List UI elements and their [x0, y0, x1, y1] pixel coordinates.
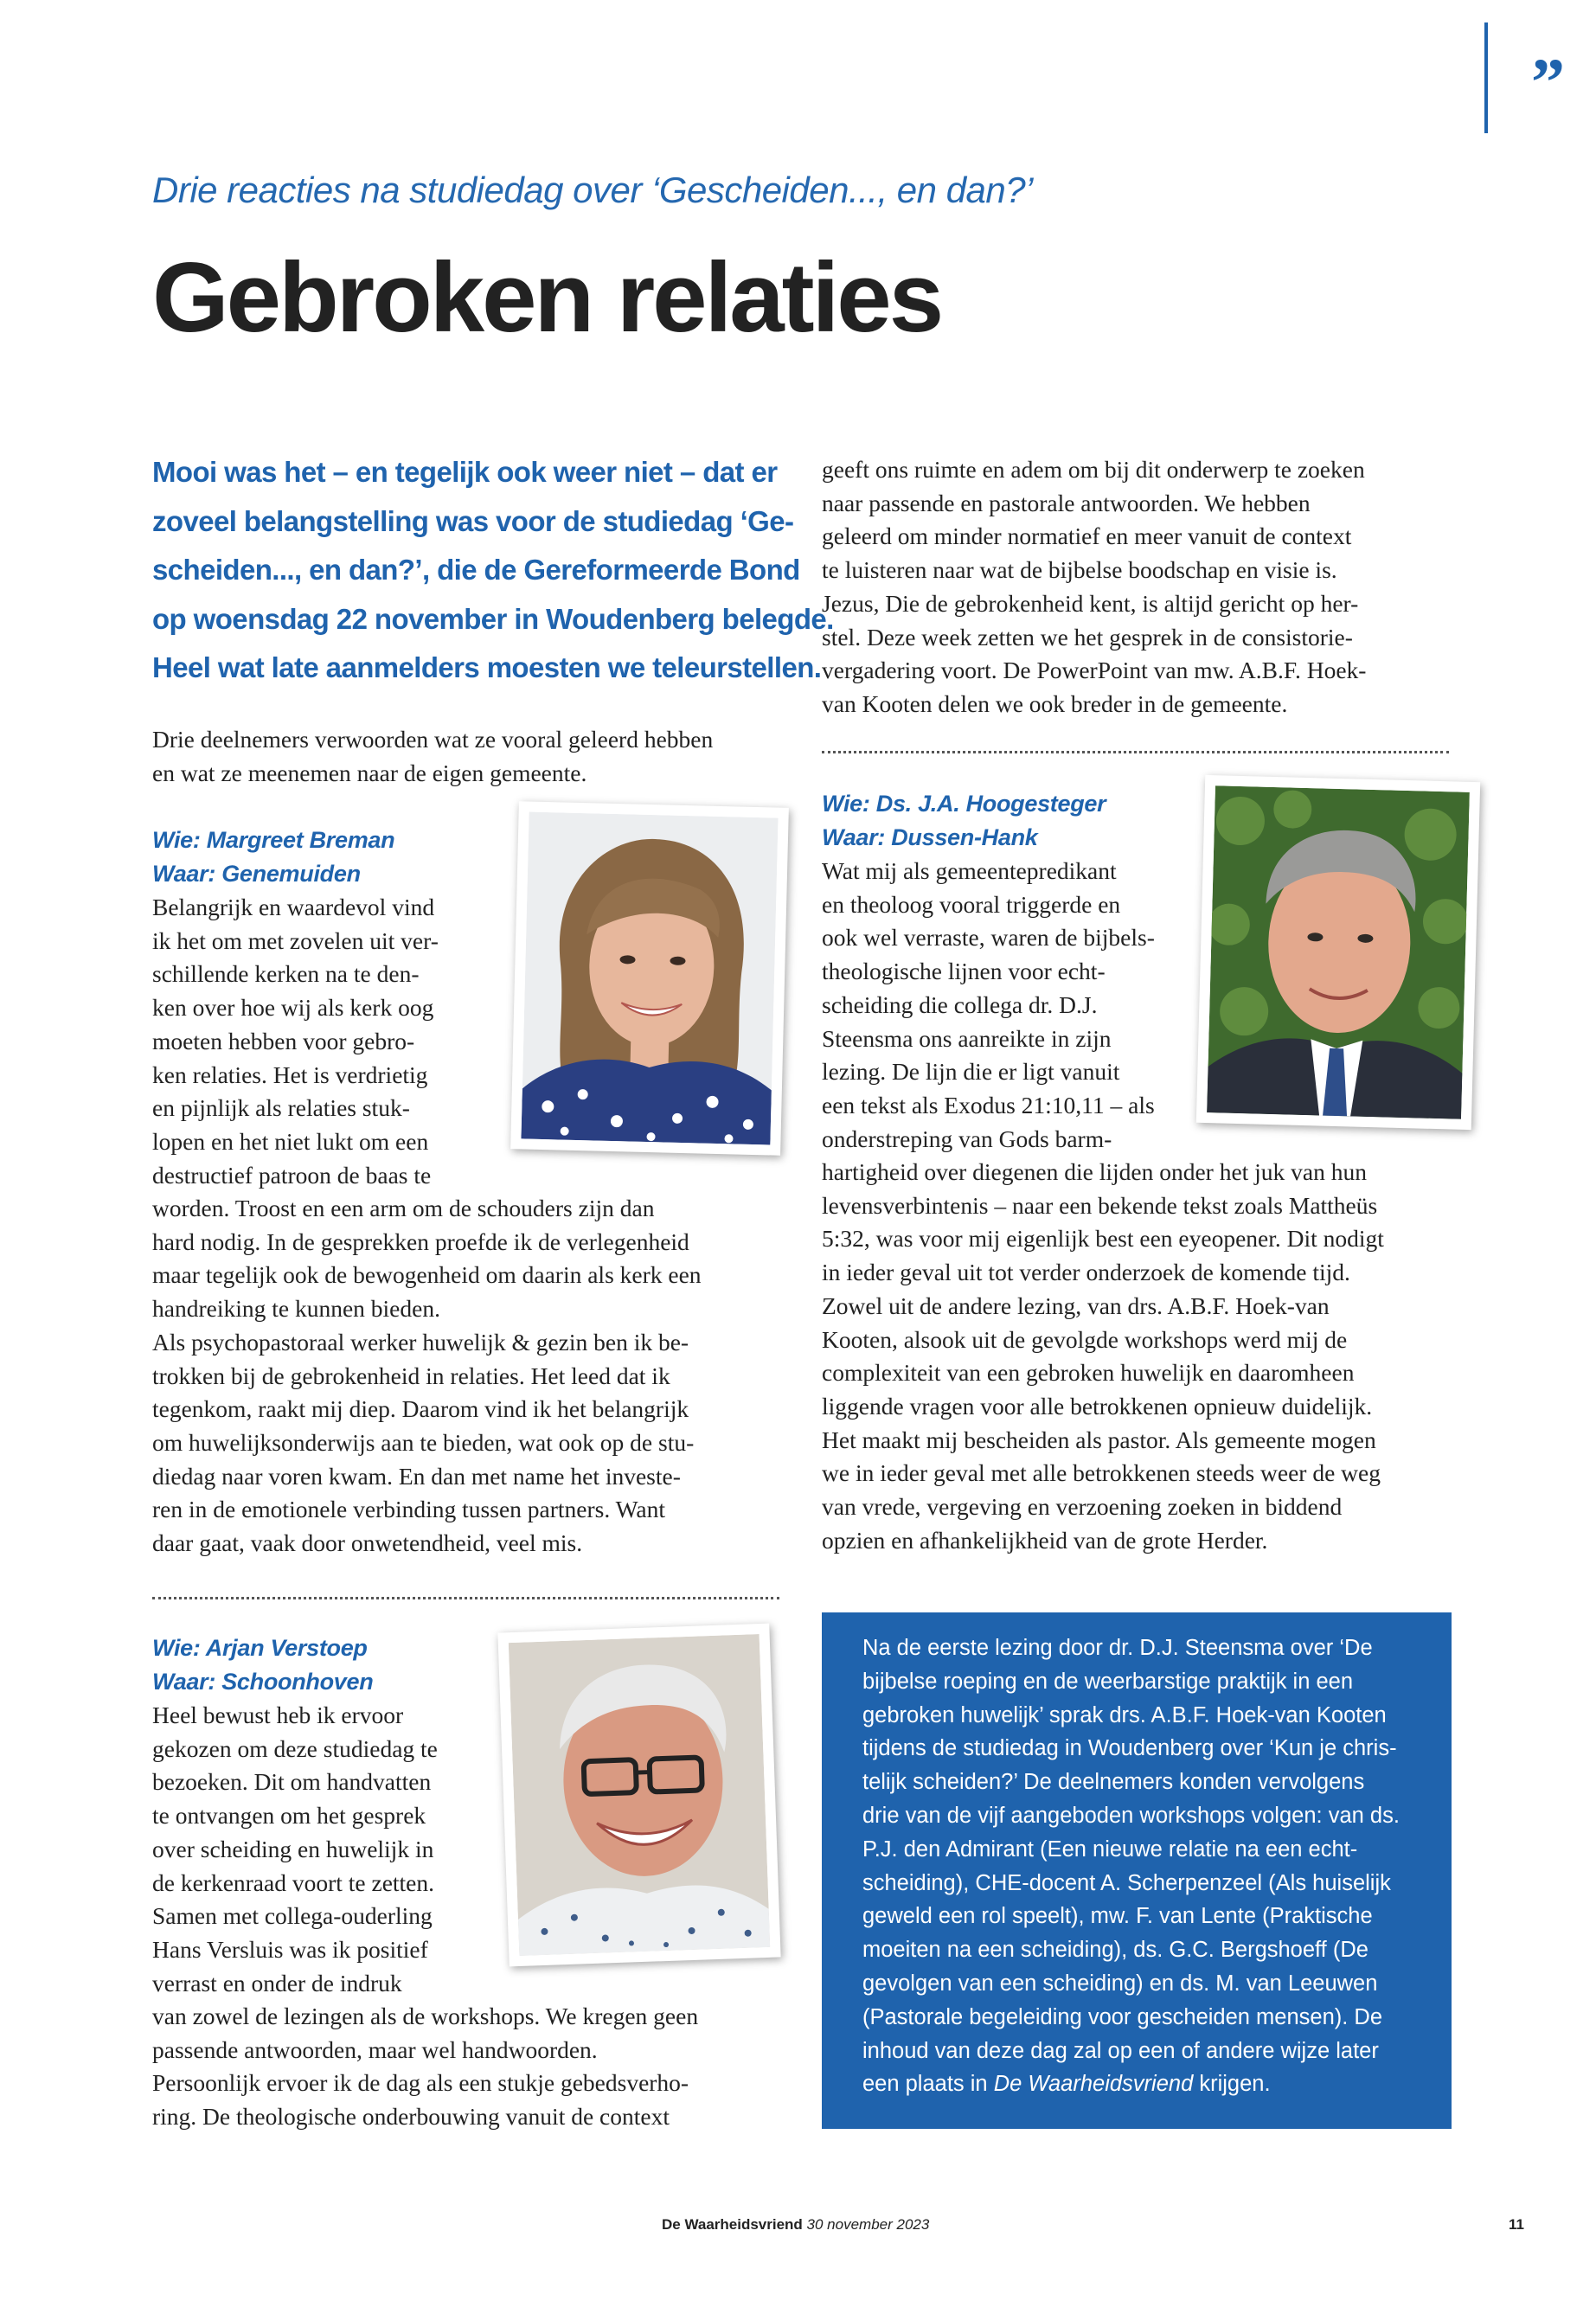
hoogesteger-text-narrow [822, 855, 1194, 1156]
info-box-magazine-name: De Waarheidsvriend [993, 2072, 1194, 2097]
text-line: trokken bij de gebrokenheid in relaties. Het leed dat ik [152, 1362, 670, 1389]
text-line: en wat ze meenemen naar de eigen gemeente. [152, 759, 587, 786]
text-line: 5:32, was voor mij eigenlijk best een eyeopener. Dit nodigt [822, 1225, 1384, 1253]
text-line: geeft ons ruimte en adem om bij dit onderwerp te zoeken [822, 456, 1365, 483]
text-line: over scheiding en huwelijk in [152, 1835, 434, 1862]
margreet-portrait-image [521, 812, 778, 1145]
quote-mark-icon: ” [1531, 44, 1565, 119]
text-line: om huwelijksonderwijs aan te bieden, wat ook op de stu- [152, 1428, 695, 1456]
info-box-last-line-after: krijgen. [1193, 2072, 1271, 2097]
text-line: Zowel uit de andere lezing, van drs. A.B.F. Hoek-van [822, 1292, 1330, 1319]
text-line: bezoeken. Dit om handvatten [152, 1768, 432, 1796]
text-line: scheiding), CHE-docent A. Scherpenzeel (Als huiselijk [862, 1870, 1391, 1895]
text-line: hartigheid over diegenen die lijden onder het juk van hun [822, 1158, 1368, 1185]
text-line: naar passende en pastorale antwoorden. We hebben [822, 489, 1311, 516]
text-line: Heel wat late aanmelders moesten we teleurstellen. [152, 651, 822, 683]
footer-date: 30 november 2023 [806, 2216, 930, 2233]
section-divider-right [822, 751, 1449, 753]
text-line: te ontvangen om het gesprek [152, 1802, 426, 1830]
text-line: op woensdag 22 november in Woudenberg belegde. [152, 602, 834, 635]
text-line: stel. Deze week zetten we het gesprek in de consistorie- [822, 623, 1353, 651]
text-line: van Kooten delen we ook breder in de gemeente. [822, 689, 1288, 717]
arjan-text-wide [152, 2000, 792, 2134]
text-line: theologische lijnen voor echt- [822, 958, 1106, 985]
text-line: drie van de vijf aangeboden workshops volgen: van ds. [862, 1803, 1400, 1828]
hoogesteger-where-label: Waar: Dussen-Hank [822, 824, 1038, 850]
text-line: de kerkenraad voort te zetten. [152, 1868, 435, 1896]
text-line: verrast en onder de indruk [152, 1969, 402, 1997]
arjan-where-label: Waar: Schoonhoven [152, 1669, 374, 1695]
text-line: Samen met collega-ouderling [152, 1902, 433, 1930]
text-line: Kooten, alsook uit de gevolgde workshops werd mij de [822, 1325, 1348, 1353]
text-line: worden. Troost en een arm om de schouders zijn dan [152, 1195, 655, 1221]
text-line: passende antwoorden, maar wel handwoorden. [152, 2035, 598, 2063]
arjan-text-continued [822, 453, 1453, 721]
text-line: ook wel verraste, waren de bijbels- [822, 924, 1155, 952]
text-line: Jezus, Die de gebrokenheid kent, is altijd gericht op her- [822, 589, 1359, 617]
arjan-who-label: Wie: Arjan Verstoep [152, 1635, 368, 1661]
text-line: destructief patroon de baas te [152, 1161, 432, 1189]
text-line: moeten hebben voor gebro- [152, 1027, 415, 1054]
info-box-text [862, 1631, 1429, 2101]
text-line: geleerd om minder normatief en meer vanuit de context [822, 522, 1352, 550]
text-line: (Pastorale begeleiding voor gescheiden mensen). De [862, 2004, 1383, 2029]
text-line: vergadering voort. De PowerPoint van mw. A.B.F. Hoek- [822, 657, 1367, 684]
text-line: scheiding die collega dr. D.J. [822, 990, 1098, 1018]
text-line: ring. De theologische onderbouwing vanuit de context [152, 2103, 670, 2131]
text-line: handreiking te kunnen bieden. [152, 1295, 440, 1323]
lead-paragraph [152, 723, 792, 790]
text-line: P.J. den Admirant (Een nieuwe relatie na een echt- [862, 1836, 1358, 1862]
text-line: we in ieder geval met alle betrokkenen steeds weer de weg [822, 1459, 1381, 1487]
text-line: ik het om met zovelen uit ver- [152, 926, 439, 954]
article-subtitle: Drie reacties na studiedag over ‘Gescheiden..., en dan?’ [152, 170, 1033, 210]
text-line: Heel bewust heb ik ervoor [152, 1702, 404, 1728]
text-line: daar gaat, vaak door onwetendheid, veel mis. [152, 1529, 583, 1557]
text-line: opzien en afhankelijkheid van de grote Herder. [822, 1526, 1268, 1554]
margreet-text-wide [152, 1192, 792, 1561]
text-line: van vrede, vergeving en verzoening zoeken in biddend [822, 1493, 1343, 1521]
info-box [822, 1612, 1452, 2129]
margreet-who-label: Wie: Margreet Breman [152, 827, 395, 853]
text-line: en theoloog vooral triggerde en [822, 890, 1121, 918]
page-number: 11 [1509, 2216, 1524, 2233]
text-line: Wat mij als gemeentepredikant [822, 857, 1117, 884]
text-line: gebroken huwelijk’ sprak drs. A.B.F. Hoek-van Kooten [862, 1702, 1387, 1727]
text-line: in ieder geval uit tot verder onderzoek de komende tijd. [822, 1259, 1350, 1286]
hoogesteger-photo [1196, 775, 1480, 1130]
arjan-text-narrow [152, 1699, 516, 2000]
text-line: tegenkom, raakt mij diep. Daarom vind ik het belangrijk [152, 1395, 689, 1423]
text-line: levensverbintenis – naar een bekende tekst zoals Mattheüs [822, 1191, 1378, 1219]
text-line: diedag naar voren kwam. En dan met name het investe- [152, 1462, 681, 1490]
intro-paragraph [152, 448, 834, 693]
footer-magazine: De Waarheidsvriend [662, 2216, 803, 2233]
text-line: van zowel de lezingen als de workshops. We kregen geen [152, 2003, 699, 2029]
text-line: Het maakt mij bescheiden als pastor. Als gemeente mogen [822, 1426, 1376, 1453]
text-line: gekozen om deze studiedag te [152, 1734, 438, 1762]
arjan-photo [497, 1624, 780, 1967]
text-line: ken over hoe wij als kerk oog [152, 994, 434, 1022]
text-line: Persoonlijk ervoer ik de dag als een stukje gebedsverho- [152, 2069, 689, 2097]
text-line: hard nodig. In de gesprekken proefde ik de verlegenheid [152, 1227, 689, 1255]
text-line: moeiten na een scheiding), ds. G.C. Bergshoeff (De [862, 1938, 1368, 1963]
hoogesteger-text-wide [822, 1156, 1453, 1557]
text-line: Drie deelnemers verwoorden wat ze vooral geleerd hebben [152, 726, 714, 753]
text-line: bijbelse roeping en de weerbarstige praktijk in een [862, 1669, 1354, 1694]
text-line: tijdens de studiedag in Woudenberg over ‘Kun je chris- [862, 1736, 1397, 1761]
info-box-lines [862, 1631, 1429, 2067]
text-line: scheiden..., en dan?’, die de Gereformeerde Bond [152, 554, 800, 586]
text-line: Na de eerste lezing door dr. D.J. Steensma over ‘De [862, 1636, 1373, 1660]
text-line: complexiteit van een gebroken huwelijk en daaromheen [822, 1359, 1355, 1387]
text-line: ren in de emotionele verbinding tussen partners. Want [152, 1496, 665, 1523]
text-line: zoveel belangstelling was voor de studiedag ‘Ge- [152, 504, 794, 537]
margreet-where-label: Waar: Genemuiden [152, 861, 361, 887]
text-line: lezing. De lijn die er ligt vanuit [822, 1058, 1120, 1086]
header-divider [1484, 22, 1488, 133]
text-line: Mooi was het – en tegelijk ook weer niet – dat er [152, 456, 778, 488]
margreet-photo [510, 801, 789, 1156]
text-line: onderstreping van Gods barm- [822, 1125, 1112, 1152]
arjan-portrait-image [509, 1634, 770, 1956]
text-line: te luisteren naar wat de bijbelse boodschap en visie is. [822, 556, 1337, 584]
info-box-last-line [862, 2067, 1429, 2101]
text-line: schillende kerken na te den- [152, 960, 420, 988]
hoogesteger-portrait-image [1207, 785, 1470, 1119]
text-line: liggende vragen voor alle betrokkenen opnieuw duidelijk. [822, 1392, 1373, 1420]
footer-credit [662, 2216, 929, 2234]
margreet-text-narrow [152, 891, 516, 1192]
text-line: inhoud van deze dag zal op een of andere wijze later [862, 2038, 1379, 2063]
text-line: en pijnlijk als relaties stuk- [152, 1094, 410, 1122]
text-line: Steensma ons aanreikte in zijn [822, 1024, 1112, 1052]
section-divider-left [152, 1597, 779, 1599]
text-line: Hans Versluis was ik positief [152, 1935, 428, 1963]
text-line: maar tegelijk ook de bewogenheid om daarin als kerk een [152, 1261, 702, 1289]
text-line: telijk scheiden?’ De deelnemers konden vervolgens [862, 1770, 1365, 1795]
text-line: een tekst als Exodus 21:10,11 – als [822, 1091, 1155, 1118]
text-line: lopen en het niet lukt om een [152, 1127, 429, 1155]
text-line: Als psychopastoraal werker huwelijk & gezin ben ik be- [152, 1328, 689, 1356]
text-line: gevolgen van een scheiding) en ds. M. van Leeuwen [862, 1971, 1378, 1996]
article-title: Gebroken relaties [152, 243, 942, 353]
info-box-last-line-before: een plaats in [862, 2072, 994, 2097]
text-line: Belangrijk en waardevol vind [152, 894, 435, 920]
text-line: ken relaties. Het is verdrietig [152, 1061, 428, 1088]
text-line: geweld een rol speelt), mw. F. van Lente (Praktische [862, 1904, 1373, 1929]
hoogesteger-who-label: Wie: Ds. J.A. Hoogesteger [822, 791, 1106, 817]
